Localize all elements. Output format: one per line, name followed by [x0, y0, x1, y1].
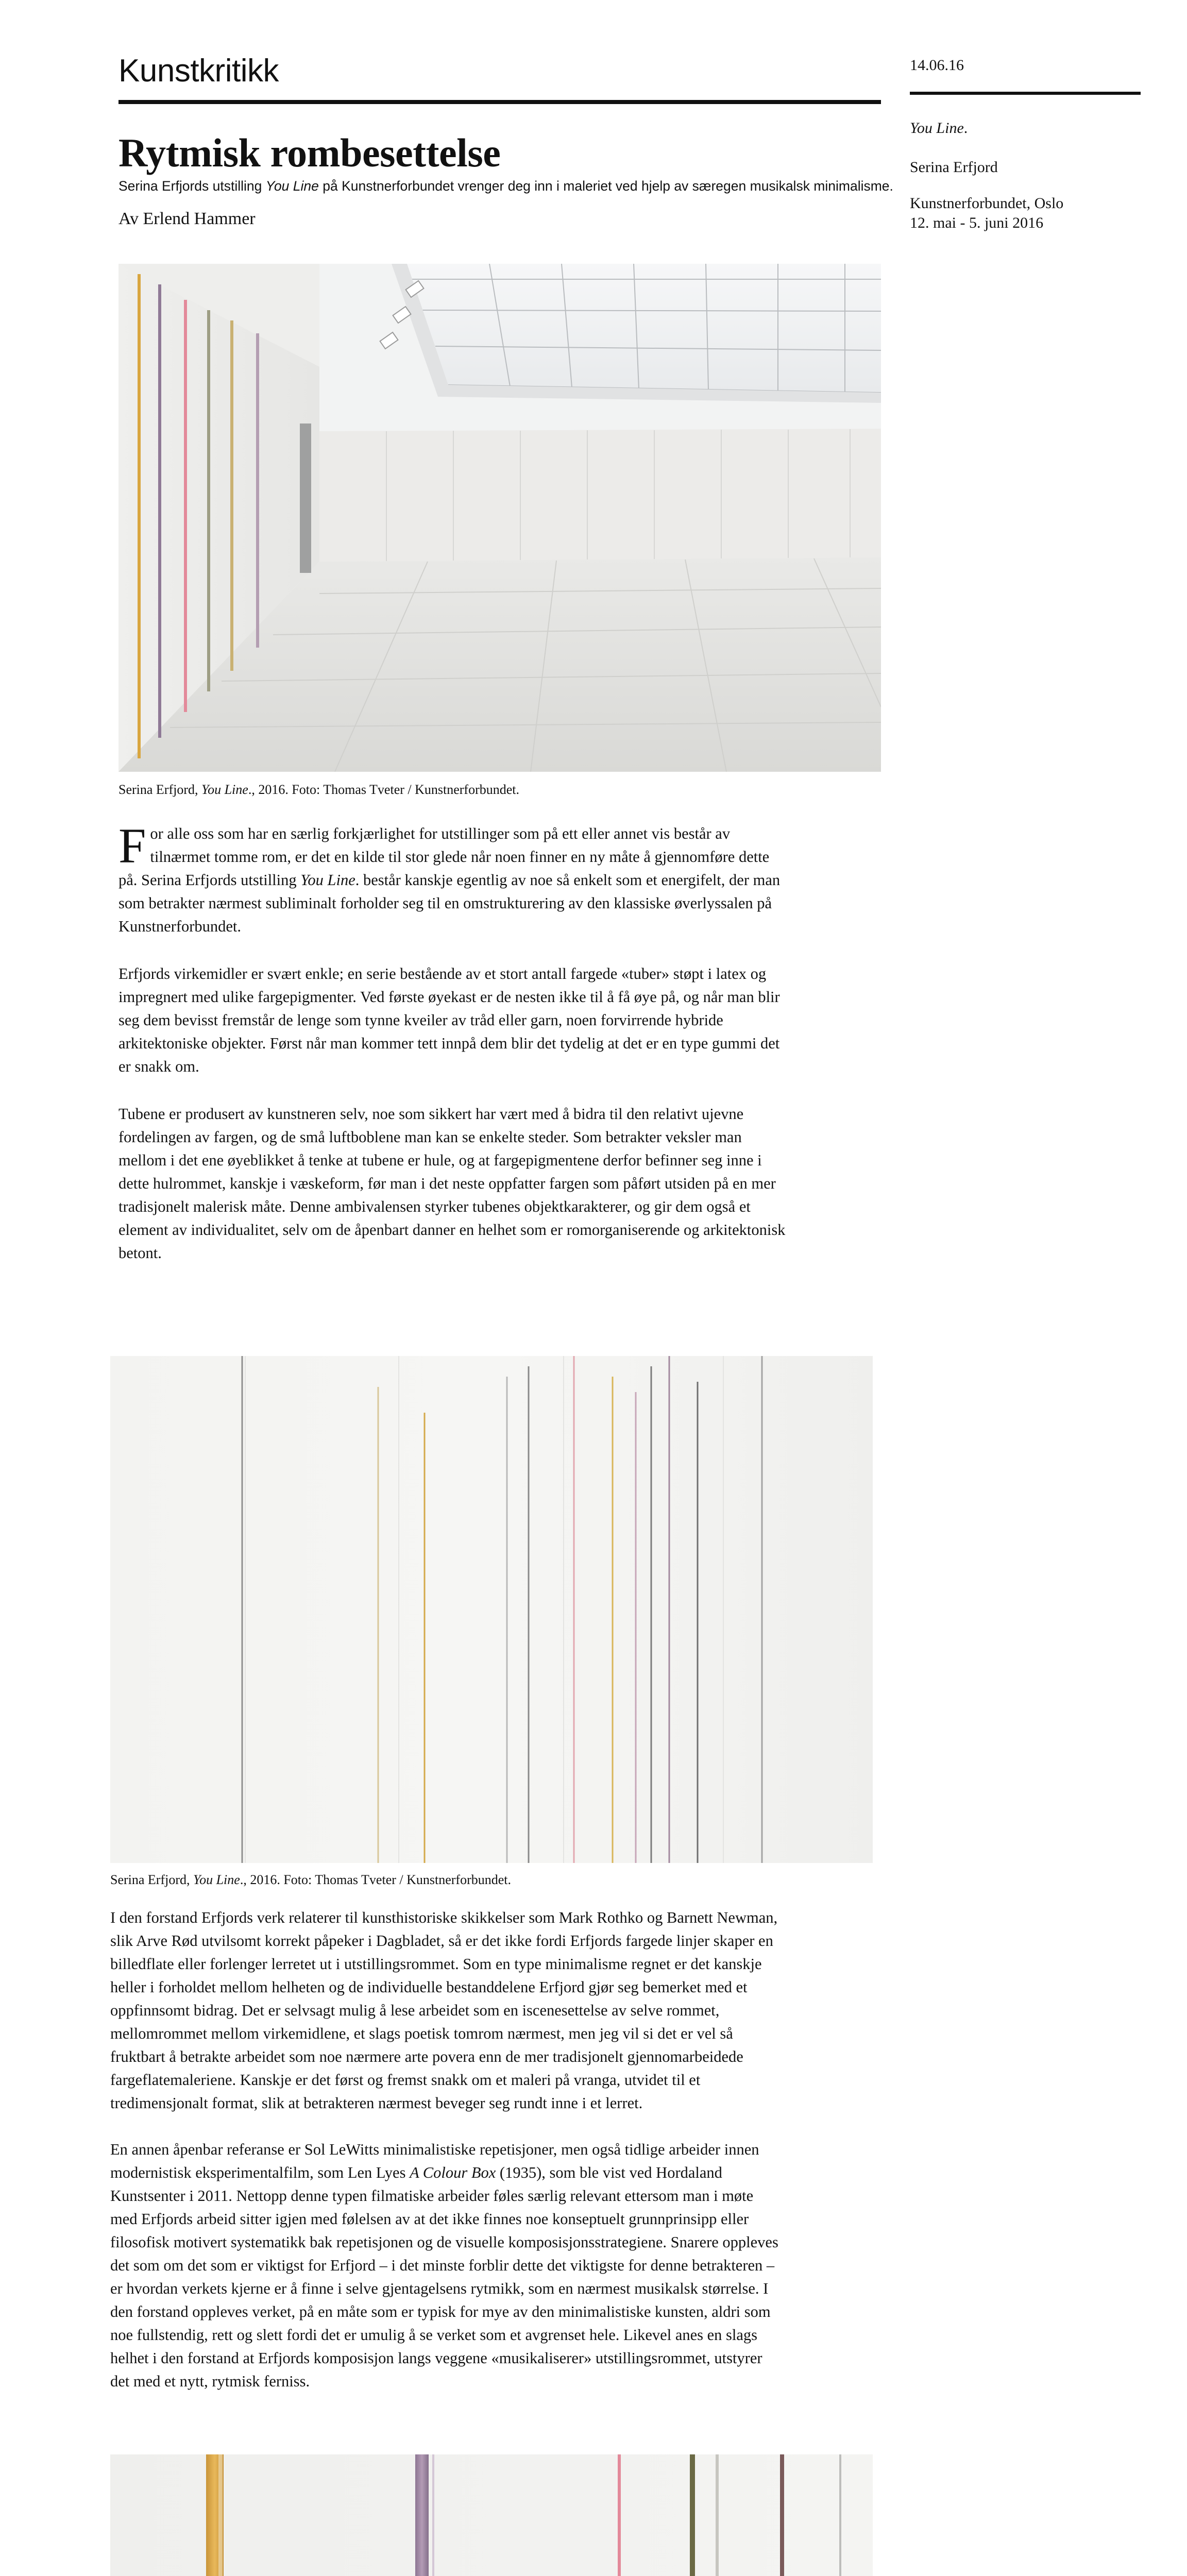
article-byline: Av Erlend Hammer — [118, 209, 256, 228]
body-line: slik Arve Rød utvilsomt korrekt påpeker i Dagbladet, så er det ikke fordi Erfjords fargede linjer skaper en — [110, 1932, 773, 1950]
sidebar-work-suffix: . — [963, 120, 968, 137]
body-paragraph-5 — [110, 2138, 878, 2393]
publish-date: 14.06.16 — [910, 57, 964, 74]
caption-fig2-b: ., 2016. Foto: Thomas Tveter / Kunstnerforbundet. — [240, 1872, 512, 1887]
body-line: mellomrommet mellom virkemidlene, et slags poetisk tomrom nærmest, men jeg vil si det er vel så — [110, 2025, 733, 2042]
body-paragraph-1 — [118, 818, 886, 938]
body-line: fruktbart å betrakte arbeidet som noe nærmere arte povera enn de mer tradisjonelt gjennomarbeidede — [110, 2048, 743, 2065]
body-line: arkitektoniske objekter. Først når man kommer tett innpå dem blir det tydelig at det er en type gummi det — [118, 1035, 780, 1052]
body-text: . består kanskje egentlig av noe så enkelt som et energifelt, der man — [355, 871, 781, 889]
caption-fig2-a: Serina Erfjord, — [110, 1872, 194, 1887]
body-line: tradisjonelt malerisk måte. Denne ambivalensen styrker tubenes objektkarakterer, og gir dem også et — [118, 1198, 751, 1215]
body-work-title: You Line — [300, 871, 355, 889]
body-text: modernistisk eksperimentalfilm, som Len Lyes — [110, 2164, 410, 2181]
body-paragraph-4 — [110, 1906, 878, 2115]
article-title: Rytmisk rombesettelse — [118, 130, 501, 175]
body-line: mellom i det ene øyeblikket å tenke at tubene er hule, og at fargepigmentene derfor befinner seg inne i — [118, 1151, 762, 1169]
body-line: den forstand oppleves verket, på en måte som er typisk for mye av den minimalistiske kunsten, aldri som — [110, 2303, 771, 2320]
body-line: or alle oss som har en særlig forkjærlighet for utstillinger som på ett eller annet vis består av — [150, 825, 731, 842]
tubes-closeup-photo — [110, 2454, 873, 2576]
body-line: tredimensjonalt format, slik at betrakteren nærmest beveger seg rundt inne i et lerret. — [110, 2094, 643, 2112]
drop-cap: F — [118, 818, 146, 873]
caption-fig2-work: You Line — [193, 1872, 240, 1887]
article-lede — [118, 177, 902, 195]
body-line: I den forstand Erfjords verk relaterer til kunsthistoriske skikkelser som Mark Rothko og Barnett Newman, — [110, 1909, 778, 1926]
body-line: Tubene er produsert av kunstneren selv, noe som sikkert har vært med å bidra til den relativt ujevne — [118, 1105, 744, 1123]
lede-text-a: Serina Erfjords utstilling — [118, 178, 266, 194]
site-logo[interactable]: Kunstkritikk — [118, 53, 279, 89]
body-line: er hvordan verkets kjerne er å finne i selve gjentagelsens rytmikk, som en nærmest musikalsk størrelse. I — [110, 2280, 769, 2297]
caption-fig1-work: You Line — [201, 782, 248, 797]
body-line — [118, 869, 886, 892]
body-line: betont. — [118, 1244, 162, 1262]
sidebar-work-title-text: You Line — [910, 120, 964, 137]
sidebar-venue-name: Kunstnerforbundet, Oslo — [910, 195, 1064, 212]
caption-fig1 — [118, 781, 519, 799]
body-line: det som om det som er viktigst for Erfjord – i det minste forblir dette det viktigste for denne betrakteren – — [110, 2257, 775, 2274]
body-line: impregnert med ulike fargepigmenter. Ved første øyekast er de nesten ikke til å få øye på, og når man blir — [118, 988, 780, 1006]
caption-fig1-b: ., 2016. Foto: Thomas Tveter / Kunstnerforbundet. — [248, 782, 520, 797]
sidebar-artist: Serina Erfjord — [910, 159, 998, 176]
body-line — [110, 2161, 878, 2184]
body-line: En annen åpenbar referanse er Sol LeWitts minimalistiske repetisjoner, men også tidlige arbeider innen — [110, 2141, 759, 2158]
body-line: seg dem bevisst fremstår de lenge som tynne kveiler av tråd eller garn, noen forvirrende hybride — [118, 1011, 723, 1029]
body-line: som betrakter nærmest subliminalt forholder seg til en omstrukturering av den klassiske øverlyssalen på — [118, 894, 772, 912]
body-line: er snakk om. — [118, 1058, 199, 1075]
body-line: element av individualitet, selv om de åpenbart danner en helhet som er romorganiserende og arkitektonisk — [118, 1221, 786, 1239]
body-line: Kunstsenter i 2011. Nettopp denne typen filmatiske arbeider føles særlig relevant ettersom man i møte — [110, 2187, 754, 2205]
lede-work-title: You Line — [265, 178, 319, 194]
body-line: fordelingen av fargen, og de små luftboblene man kan se enkelte steder. Som betrakter veksler man — [118, 1128, 742, 1146]
caption-fig2 — [110, 1871, 511, 1889]
caption-fig1-a: Serina Erfjord, — [118, 782, 202, 797]
masthead — [118, 52, 881, 91]
body-line: tilnærmet tomme rom, er det en kilde til stor glede når noen finner en ny måte å gjennomføre dette — [150, 848, 770, 866]
masthead-rule — [118, 100, 881, 104]
sidebar-venue — [910, 194, 1063, 233]
body-line: Erfjords virkemidler er svært enkle; en serie bestående av et stort antall fargede «tuber» støpt i latex og — [118, 965, 767, 982]
body-line: fargeflatemaleriene. Kanskje er det først og fremst snakk om et maleri på vranga, utvidet til et — [110, 2071, 701, 2089]
wall-lines-photo — [110, 1356, 873, 1863]
body-paragraph-3 — [118, 1103, 886, 1265]
body-text: (1935), som ble vist ved Hordaland — [496, 2164, 722, 2181]
sidebar-rule — [910, 92, 1141, 95]
body-work-title: A Colour Box — [410, 2164, 496, 2181]
body-line: helhet i den forstand at Erfjords komposisjon langs veggene «musikaliserer» utstillingsrommet, utstyrer — [110, 2349, 762, 2367]
body-line: billedflate eller forlenger lerretet ut i utstillingsrommet. Som en type minimalisme regnet er det kanskje — [110, 1955, 762, 1973]
body-line: Kunstnerforbundet. — [118, 918, 242, 935]
body-line: noe fullstendig, rett og slett fordi det er umulig å se verket som et avgrenset hele. Likevel anes en slags — [110, 2326, 758, 2344]
gallery-room-photo — [118, 264, 881, 772]
sidebar-work-title — [910, 120, 968, 137]
body-text: på. Serina Erfjords utstilling — [118, 871, 301, 889]
lede-text-b: på Kunstnerforbundet vrenger deg inn i maleriet ved hjelp av særegen musikalsk minimalisme. — [318, 178, 893, 194]
sidebar-venue-dates: 12. mai - 5. juni 2016 — [910, 214, 1044, 231]
body-line: med Erfjords arbeid sitter igjen med følelsen av at det ikke finnes noe konseptuelt grunnprinsipp eller — [110, 2210, 749, 2228]
body-paragraph-2 — [118, 962, 886, 1078]
body-line: heller i forholdet mellom helheten og de individuelle bestanddelene Erfjord gjør seg bemerket med et — [110, 1978, 748, 1996]
body-line: filosofisk motivert systematikk bak repetisjonen og de visuelle komposisjonsstrategiene. Snarere oppleves — [110, 2233, 778, 2251]
body-line: oppfinnsomt bidrag. Det er selvsagt mulig å lese arbeidet som en iscenesettelse av selve rommet, — [110, 2002, 720, 2019]
body-line: dette hulrommet, kanskje i væskeform, før man i det neste oppfatter fargen som påført utsiden på en mer — [118, 1175, 776, 1192]
body-line: det med et nytt, rytmisk ferniss. — [110, 2372, 310, 2390]
